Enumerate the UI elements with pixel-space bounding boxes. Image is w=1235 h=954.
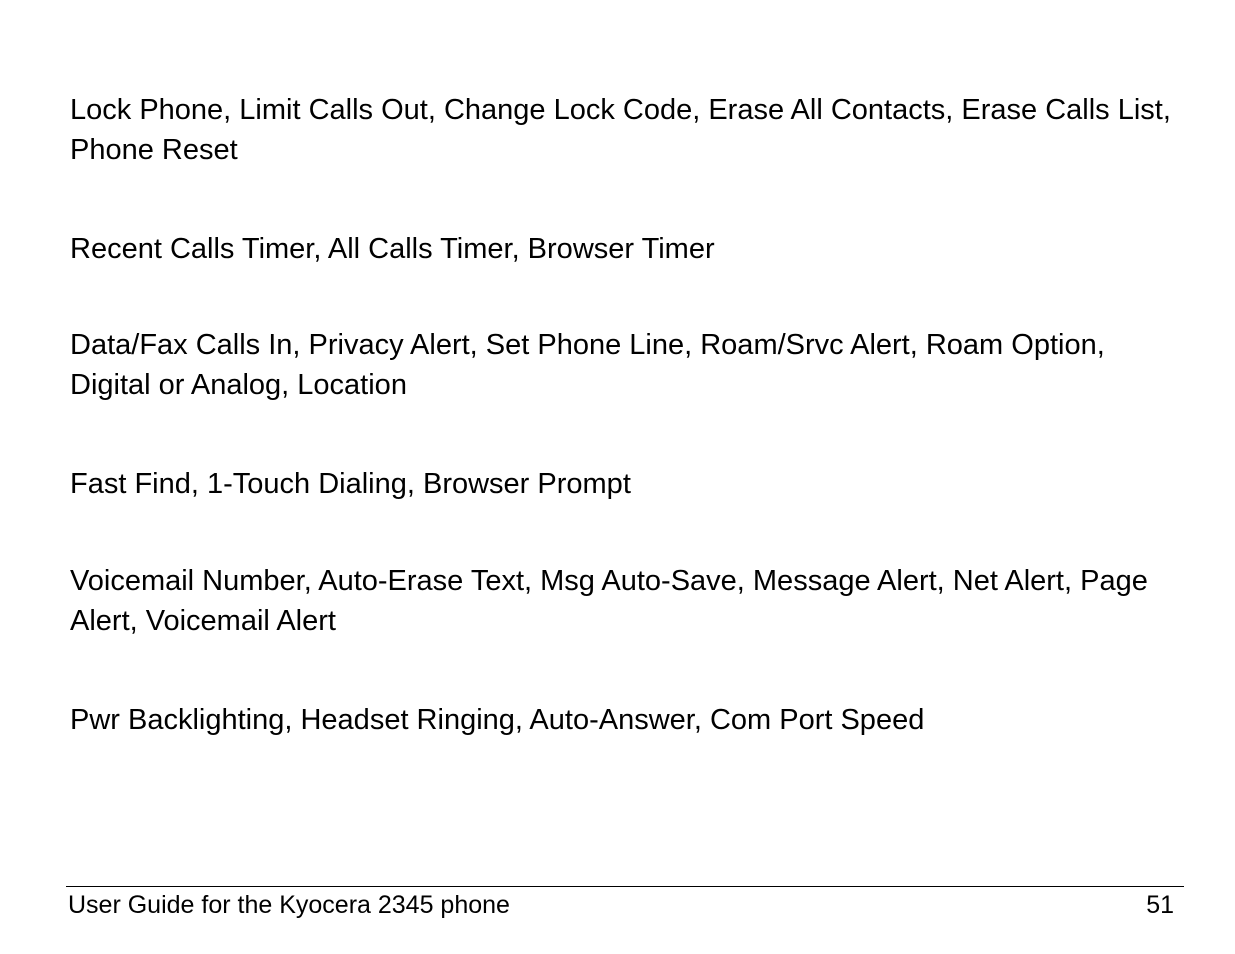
- paragraph-timer-options: Recent Calls Timer, All Calls Timer, Browser Timer: [70, 233, 715, 265]
- page-footer: [66, 886, 1184, 919]
- footer-document-title: User Guide for the Kyocera 2345 phone: [68, 891, 510, 919]
- paragraph-network-options: Data/Fax Calls In, Privacy Alert, Set Phone Line, Roam/Srvc Alert, Roam Option, Digital or Analog, Location: [70, 329, 1105, 401]
- paragraph-message-options: Voicemail Number, Auto-Erase Text, Msg Auto-Save, Message Alert, Net Alert, Page Alert, Voicemail Alert: [70, 565, 1148, 637]
- paragraph-security-options: Lock Phone, Limit Calls Out, Change Lock Code, Erase All Contacts, Erase Calls List, Phone Reset: [70, 94, 1171, 166]
- paragraph-convenience-options: Fast Find, 1-Touch Dialing, Browser Prompt: [70, 468, 631, 500]
- paragraph-accessory-options: Pwr Backlighting, Headset Ringing, Auto-Answer, Com Port Speed: [70, 704, 925, 736]
- footer-page-number: 51: [1146, 891, 1174, 919]
